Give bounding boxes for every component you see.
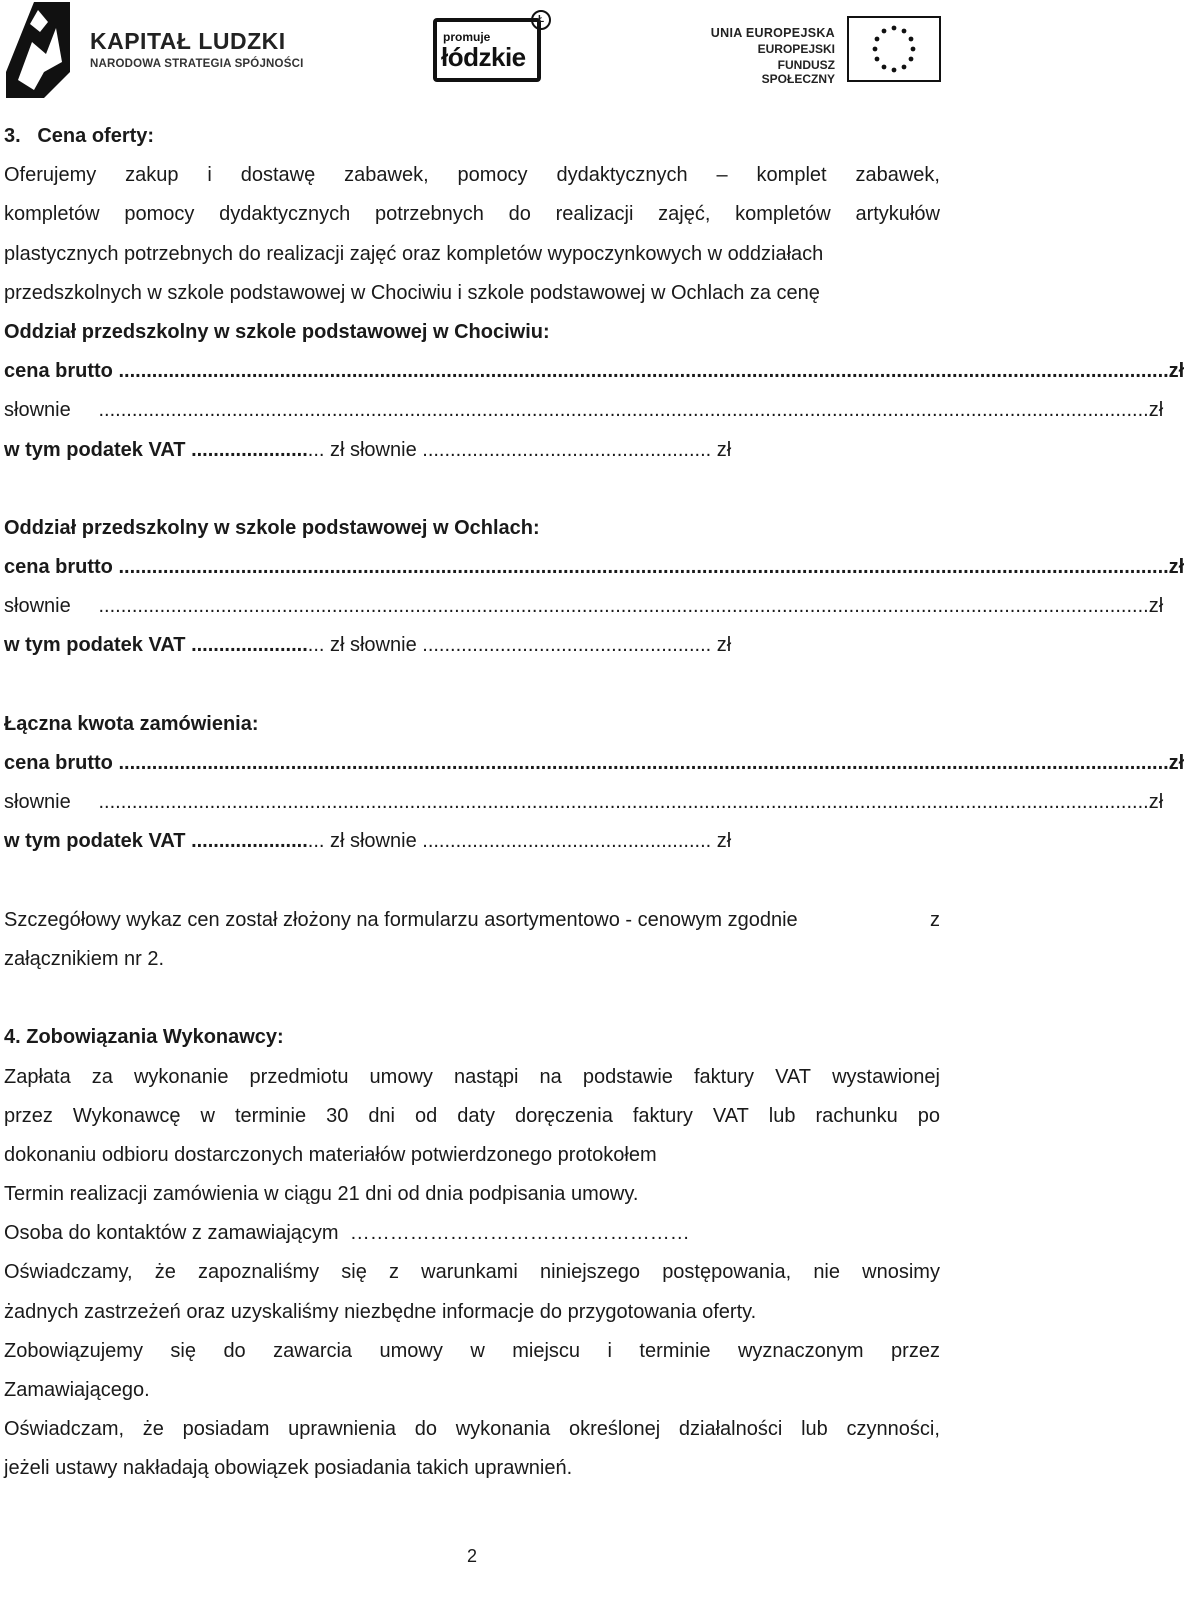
slownie-fill[interactable]: ........................................................................................................................................................................................... bbox=[70, 399, 1138, 422]
lodzkie-mark-icon: Ł bbox=[531, 10, 551, 30]
eu-text-block bbox=[705, 26, 835, 86]
slownie-label: słownie bbox=[4, 399, 71, 422]
word: dydaktycznych bbox=[219, 203, 351, 226]
word: pomocy bbox=[124, 203, 195, 226]
word: i bbox=[207, 164, 212, 187]
section-4-title: Zobowiązania Wykonawcy: bbox=[26, 1026, 284, 1049]
payment-line-1 bbox=[4, 1058, 940, 1097]
group-2-slownie bbox=[4, 587, 1164, 626]
offer-line-2 bbox=[4, 195, 940, 234]
declaration-1-line-2: żadnych zastrzeżeń oraz uzyskaliśmy niezbędne informacje do przygotowania oferty. bbox=[4, 1300, 757, 1323]
word: lub bbox=[801, 1418, 828, 1441]
word: terminie bbox=[639, 1339, 711, 1362]
slownie-label: słownie bbox=[4, 595, 71, 618]
eu-line-1: UNIA EUROPEJSKA bbox=[710, 26, 835, 40]
payment-line-2 bbox=[4, 1097, 940, 1136]
word: terminie bbox=[234, 1104, 307, 1127]
cena-brutto-fill[interactable]: ........................................................................................................................................................................................... bbox=[112, 556, 1158, 579]
vat-currency: ... zł bbox=[694, 438, 732, 461]
word: się bbox=[170, 1339, 196, 1362]
szczegolowy-line-1 bbox=[4, 901, 940, 940]
group-1-vat bbox=[4, 431, 940, 470]
group-1-heading: Oddział przedszkolny w szkole podstawowej w Chociwiu: bbox=[4, 320, 550, 343]
word: od bbox=[415, 1104, 438, 1127]
kapital-ludzki-emblem-icon bbox=[4, 2, 76, 98]
slownie-currency: ..zł bbox=[1137, 791, 1164, 814]
word: posiadam bbox=[182, 1418, 270, 1441]
word: wykonania bbox=[455, 1418, 551, 1441]
document-header bbox=[0, 0, 960, 110]
word: faktury bbox=[632, 1104, 693, 1127]
word: za bbox=[91, 1065, 113, 1088]
word: potrzebnych bbox=[374, 203, 484, 226]
word: daty bbox=[457, 1104, 496, 1127]
payment-line-3: dokonaniu odbioru dostarczonych materiałów potwierdzonego protokołem bbox=[4, 1143, 657, 1166]
cena-brutto-label: cena brutto bbox=[4, 556, 113, 579]
cena-brutto-fill[interactable]: ........................................................................................................................................................................................... bbox=[112, 360, 1158, 383]
word: przedmiotu bbox=[249, 1065, 349, 1088]
kapital-ludzki-title: KAPITAŁ LUDZKI bbox=[90, 28, 286, 54]
kapital-ludzki-logo bbox=[4, 2, 304, 98]
section-3-title: Cena oferty: bbox=[37, 125, 155, 147]
group-3-cena-brutto bbox=[4, 744, 1184, 783]
commitment-line-2: Zamawiającego. bbox=[4, 1379, 150, 1401]
word: Zobowiązujemy bbox=[4, 1339, 143, 1362]
vat-fill[interactable]: ..................... bbox=[185, 830, 308, 853]
eu-efs-logo bbox=[705, 14, 945, 84]
vat-slownie-label: ... zł słownie bbox=[307, 438, 417, 461]
section-3-heading bbox=[4, 117, 940, 156]
word: nie bbox=[813, 1261, 841, 1284]
word: wnosimy bbox=[862, 1261, 940, 1284]
text-segment: Szczegółowy wykaz cen został złożony na formularzu asortymentowo - cenowym zgodnie bbox=[4, 908, 798, 931]
declaration-1-line-1 bbox=[4, 1253, 940, 1292]
spacer bbox=[4, 979, 940, 1018]
word: po bbox=[917, 1104, 940, 1127]
word: zabawek, bbox=[855, 164, 940, 187]
eu-line-2: EUROPEJSKI bbox=[757, 42, 835, 56]
word: VAT bbox=[775, 1065, 811, 1088]
lodzkie-main-text: łódzkie bbox=[441, 42, 526, 72]
vat-slownie-label: ... zł słownie bbox=[307, 634, 417, 657]
word: niniejszego bbox=[539, 1261, 641, 1284]
group-3-slownie bbox=[4, 783, 1164, 822]
offer-line-4: przedszkolnych w szkole podstawowej w Chociwiu i szkole podstawowej w Ochlach za cenę bbox=[4, 281, 820, 304]
word: czynności, bbox=[846, 1418, 940, 1441]
section-4-heading bbox=[4, 1018, 940, 1057]
word: do bbox=[508, 203, 531, 226]
vat-label: w tym podatek VAT bbox=[4, 634, 186, 657]
text-segment: z bbox=[930, 908, 940, 931]
word: komplet bbox=[756, 164, 827, 187]
word: i bbox=[607, 1339, 612, 1362]
word: do bbox=[414, 1418, 437, 1441]
offer-line-3: plastycznych potrzebnych do realizacji zajęć oraz kompletów wypoczynkowych w oddziałach bbox=[4, 242, 824, 265]
vat-slownie-fill[interactable]: ................................................. bbox=[416, 438, 695, 461]
word: realizacji bbox=[555, 203, 634, 226]
word: umowy bbox=[369, 1065, 433, 1088]
word: Zapłata bbox=[4, 1065, 71, 1088]
slownie-label: słownie bbox=[4, 791, 71, 814]
word: się bbox=[341, 1261, 367, 1284]
vat-currency: ... zł bbox=[694, 634, 732, 657]
promuje-lodzkie-logo bbox=[433, 8, 553, 82]
vat-slownie-label: ... zł słownie bbox=[307, 830, 417, 853]
termin-line: Termin realizacji zamówienia w ciągu 21 dni od dnia podpisania umowy. bbox=[4, 1183, 639, 1206]
word: – bbox=[716, 164, 728, 187]
word: wykonanie bbox=[133, 1065, 229, 1088]
contact-person-fill[interactable]: …………………………………………… bbox=[349, 1222, 690, 1245]
group-2-vat bbox=[4, 626, 940, 665]
word: Oferujemy bbox=[4, 164, 97, 187]
word: Wykonawcę bbox=[72, 1104, 181, 1127]
offer-line-1 bbox=[4, 156, 940, 195]
word: do bbox=[223, 1339, 246, 1362]
word: przez bbox=[891, 1339, 940, 1362]
word: rachunku bbox=[815, 1104, 898, 1127]
cena-brutto-label: cena brutto bbox=[4, 360, 113, 383]
word: działalności bbox=[678, 1418, 783, 1441]
group-3-vat bbox=[4, 822, 940, 861]
page-number: 2 bbox=[466, 1546, 477, 1566]
vat-slownie-fill[interactable]: ................................................. bbox=[416, 634, 695, 657]
slownie-fill[interactable]: ........................................................................................................................................................................................... bbox=[70, 595, 1138, 618]
word: umowy bbox=[379, 1339, 443, 1362]
word: określonej bbox=[569, 1418, 661, 1441]
cena-brutto-label: cena brutto bbox=[4, 752, 113, 774]
word: dni bbox=[368, 1104, 396, 1127]
vat-slownie-fill[interactable]: ................................................. bbox=[416, 830, 695, 853]
group-1-cena-brutto bbox=[4, 352, 1184, 391]
slownie-currency: ..zł bbox=[1137, 595, 1164, 618]
group-2-cena-brutto bbox=[4, 548, 1184, 587]
word: 30 bbox=[326, 1104, 349, 1127]
word: lub bbox=[768, 1104, 796, 1127]
section-3-number: 3. bbox=[4, 125, 21, 147]
cena-brutto-fill[interactable]: ........................................................................................................................................................................................... bbox=[112, 752, 1158, 774]
word: artykułów bbox=[855, 203, 940, 226]
declaration-2-line-1 bbox=[4, 1410, 940, 1449]
word: faktury bbox=[693, 1065, 754, 1088]
vat-fill[interactable]: ..................... bbox=[185, 634, 308, 657]
word: zakup bbox=[125, 164, 179, 187]
word: że bbox=[142, 1418, 164, 1441]
group-1-slownie bbox=[4, 391, 1164, 430]
cena-brutto-currency: ..zł bbox=[1157, 752, 1184, 774]
group-2-heading: Oddział przedszkolny w szkole podstawowej w Ochlach: bbox=[4, 516, 540, 539]
contact-person-line bbox=[4, 1214, 940, 1253]
word: zapoznaliśmy bbox=[197, 1261, 320, 1284]
spacer bbox=[4, 862, 940, 901]
word: doręczenia bbox=[515, 1104, 613, 1127]
word: kompletów bbox=[735, 203, 831, 226]
word: Oświadczam, bbox=[4, 1418, 125, 1441]
word: z bbox=[388, 1261, 399, 1284]
word: zajęć, bbox=[658, 203, 711, 226]
word: postępowania, bbox=[662, 1261, 792, 1284]
group-3-heading: Łączna kwota zamówienia: bbox=[4, 712, 259, 735]
word: wystawionej bbox=[832, 1065, 940, 1088]
word: dydaktycznych bbox=[556, 164, 688, 187]
slownie-fill[interactable]: ........................................................................................................................................................................................... bbox=[70, 791, 1138, 814]
word: zawarcia bbox=[273, 1339, 353, 1362]
word: na bbox=[539, 1065, 562, 1088]
cena-brutto-currency: ..zł bbox=[1157, 360, 1184, 383]
word: miejscu bbox=[512, 1339, 581, 1362]
word: w bbox=[470, 1339, 485, 1362]
word: VAT bbox=[712, 1104, 749, 1127]
word: w bbox=[200, 1104, 215, 1127]
vat-fill[interactable]: ..................... bbox=[185, 438, 308, 461]
vat-label: w tym podatek VAT bbox=[4, 830, 186, 853]
spacer bbox=[4, 666, 940, 705]
slownie-currency: ..zł bbox=[1137, 399, 1164, 422]
word: że bbox=[154, 1261, 176, 1284]
word: warunkami bbox=[421, 1261, 518, 1284]
declaration-2-line-2: jeżeli ustawy nakładają obowiązek posiadania takich uprawnień. bbox=[4, 1457, 573, 1480]
commitment-line-1 bbox=[4, 1332, 940, 1371]
word: kompletów bbox=[4, 203, 100, 226]
kapital-ludzki-subtitle: NARODOWA STRATEGIA SPÓJNOŚCI bbox=[90, 58, 304, 70]
word: uprawnienia bbox=[288, 1418, 396, 1441]
vat-label: w tym podatek VAT bbox=[4, 438, 186, 461]
word: pomocy bbox=[457, 164, 528, 187]
word: przez bbox=[4, 1104, 53, 1127]
szczegolowy-line-2: załącznikiem nr 2. bbox=[4, 947, 165, 970]
contact-person-label: Osoba do kontaktów z zamawiającym bbox=[4, 1222, 339, 1245]
word: nastąpi bbox=[453, 1065, 519, 1088]
cena-brutto-currency: ..zł bbox=[1157, 556, 1184, 579]
eu-line-3: FUNDUSZ SPOŁECZNY bbox=[761, 58, 835, 86]
section-4-number: 4. bbox=[4, 1026, 21, 1049]
vat-currency: ... zł bbox=[694, 830, 732, 853]
word: podstawie bbox=[582, 1065, 673, 1088]
word: wyznaczonym bbox=[737, 1339, 864, 1362]
word: zabawek, bbox=[344, 164, 429, 187]
lodzkie-top-text: promuje bbox=[443, 30, 491, 44]
spacer bbox=[4, 470, 940, 509]
word: Oświadczamy, bbox=[4, 1261, 133, 1284]
word: dostawę bbox=[240, 164, 316, 187]
document-body bbox=[4, 117, 1184, 1489]
eu-flag-icon bbox=[847, 16, 941, 82]
